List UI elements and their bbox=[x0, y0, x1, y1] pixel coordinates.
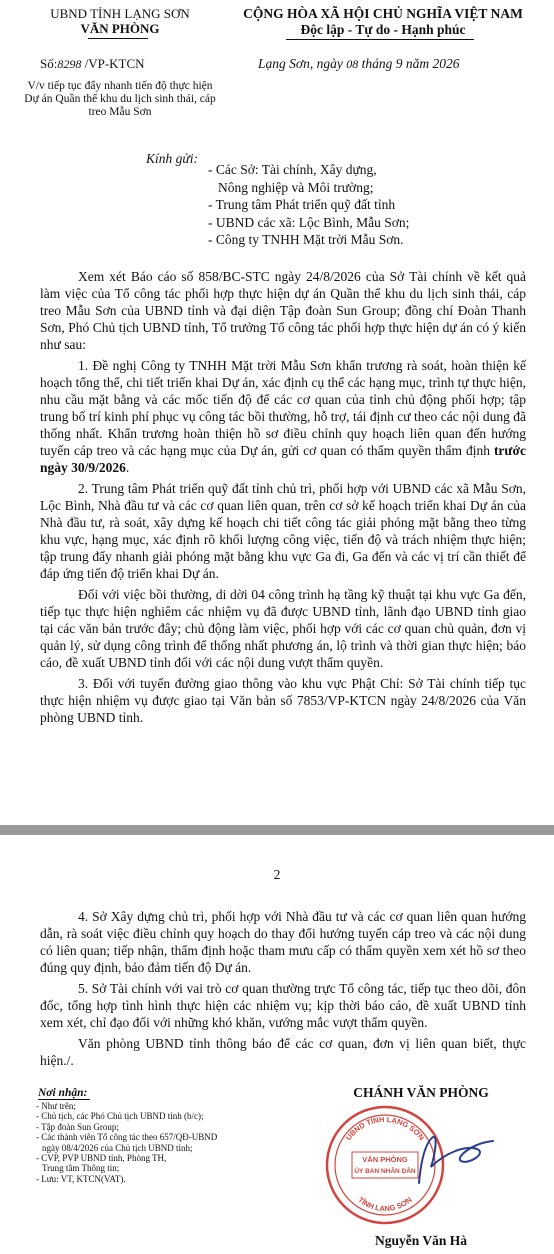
recipients-footer-list bbox=[36, 1101, 286, 1184]
item-1-paragraph: 1. Đề nghị Công ty TNHH Mặt trời Mẫu Sơn khẩn trương rà soát, hoàn thiện kế hoạch tổng thể, chi tiết triển khai Dự án, xác định cụ thể các hạng mục, trình tự thực hiện, nhu cầu mặt bằng và các mốc tiến độ để các cơ quan của tỉnh chủ động phối hợp; tập trung bố trí kinh phí phục vụ công tác bồi thường, hỗ trợ, tái định cư theo các nội dung đã thống nhất. Khẩn trương hoàn thiện hồ sơ điều chỉnh quy hoạch liên quan đến hướng tuyến cáp treo và các hạng mục của Dự án, gửi cơ quan có thẩm quyền thẩm định trước ngày 30/9/2026. bbox=[40, 358, 526, 475]
handwritten-signature bbox=[405, 1131, 505, 1191]
nation-name: CỘNG HÒA XÃ HỘI CHỦ NGHĨA VIỆT NAM bbox=[243, 6, 523, 21]
recipients-list bbox=[208, 161, 409, 249]
footer-recipient: - CVP, PVP UBND tỉnh, Phòng TH, bbox=[36, 1153, 167, 1164]
issuing-agency-header bbox=[20, 6, 220, 36]
footer-recipient: - Chủ tịch, các Phó Chủ tịch UBND tỉnh (b/c); bbox=[36, 1111, 204, 1122]
date-line: Lạng Sơn, ngày 08 tháng 9 năm 2026 bbox=[258, 56, 460, 71]
item-5-paragraph: 5. Sở Tài chính với vai trò cơ quan thường trực Tổ công tác, tiếp tục theo dõi, đôn đốc, tổng hợp tình hình thực hiện các nhiệm vụ; kịp thời báo cáo, đề xuất UBND tỉnh xem xét, chỉ đạo đối với những khó khăn, vướng mắc vượt thẩm quyền. bbox=[40, 981, 526, 1030]
department-name: VĂN PHÒNG bbox=[80, 21, 160, 36]
stamp-bottom-text: TỈNH LẠNG SƠN bbox=[356, 1195, 414, 1214]
signature-stroke bbox=[419, 1137, 493, 1183]
closing-paragraph: Văn phòng UBND tỉnh thông báo để các cơ quan, đơn vị liên quan biết, thực hiện./. bbox=[40, 1036, 526, 1068]
footer-recipient: ngày 08/4/2026 của Chủ tịch UBND tỉnh; bbox=[42, 1142, 193, 1153]
item-2-paragraph: 2. Trung tâm Phát triển quỹ đất tỉnh chủ trì, phối hợp với UBND các xã Mẫu Sơn, Lộc Bình, Nhà đầu tư và các cơ quan liên quan, trên cơ sở kế hoạch triển khai Dự án của Nhà đầu tư, rà soát, xây dựng kế hoạch chi tiết công tác giải phóng mặt bằng theo từng khu vực, hạng mục, xác định rõ khối lượng công việc, tiến độ và trách nhiệm thực hiện; tập trung đẩy nhanh giải phóng mặt bằng khu vực Ga đi, Ga đến và các vị trí cần thiết để đáp ứng tiến độ triển khai Dự án. bbox=[40, 481, 526, 581]
body-page-1 bbox=[40, 268, 526, 730]
page-separator bbox=[0, 825, 554, 835]
document-page-2 bbox=[0, 835, 554, 1254]
document-number: Số:8298 /VP-KTCN bbox=[40, 56, 145, 71]
footer-recipient: - Tập đoàn Sun Group; bbox=[36, 1121, 119, 1132]
handwritten-number: 8298 bbox=[57, 57, 82, 71]
signer-title: CHÁNH VĂN PHÒNG bbox=[353, 1085, 489, 1100]
stamp-line-2: ỦY BAN NHÂN DÂN bbox=[354, 1168, 416, 1175]
deadline: trước ngày 30/9/2026 bbox=[40, 443, 526, 475]
recipient-line: Nông nghiệp và Môi trường; bbox=[218, 179, 374, 195]
recipients-label: Kính gửi: bbox=[146, 151, 198, 166]
recipient-line: - UBND các xã: Lộc Bình, Mẫu Sơn; bbox=[208, 214, 410, 230]
footer-recipient: - Các thành viên Tổ công tác theo 657/QĐ-UBND bbox=[36, 1132, 218, 1143]
handwritten-day: 08 bbox=[346, 57, 359, 71]
recipients-footer-title: Nơi nhận: bbox=[38, 1087, 88, 1099]
footer-recipient: - Lưu: VT, KTCN(VAT). bbox=[36, 1173, 126, 1184]
national-header bbox=[222, 6, 544, 38]
recipient-line: - Trung tâm Phát triển quỹ đất tỉnh bbox=[208, 197, 396, 212]
stamp-top-text: UBND TỈNH LẠNG SƠN bbox=[343, 1114, 427, 1143]
recipient-line: - Công ty TNHH Mặt trời Mẫu Sơn. bbox=[208, 232, 404, 247]
footer-recipient: - Như trên; bbox=[36, 1101, 76, 1111]
item-3-paragraph: 3. Đối với tuyến đường giao thông vào khu vực Phật Chỉ: Sở Tài chính tiếp tục thực hiện nhiệm vụ được giao tại Văn bản số 7853/VP-KTCN ngày 24/8/2026 của Văn phòng UBND tỉnh. bbox=[40, 676, 526, 725]
footer-recipient: Trung tâm Thông tin; bbox=[42, 1163, 120, 1174]
document-subject: V/v tiếp tục đẩy nhanh tiến độ thực hiện Dự án Quần thể khu du lịch sinh thái, cáp treo Mẫu Sơn bbox=[24, 80, 216, 118]
page-number: 2 bbox=[273, 867, 281, 882]
national-motto: Độc lập - Tự do - Hạnh phúc bbox=[300, 22, 466, 37]
signer-name: Nguyễn Văn Hà bbox=[374, 1233, 468, 1248]
agency-underline bbox=[88, 38, 148, 39]
agency-name: UBND TỈNH LẠNG SƠN bbox=[50, 6, 190, 21]
motto-underline bbox=[286, 39, 474, 40]
stamp-line-1: VĂN PHÒNG bbox=[362, 1155, 408, 1164]
item-4-paragraph: 4. Sở Xây dựng chủ trì, phối hợp với Nhà đầu tư và các cơ quan liên quan hướng dẫn, rà soát việc điều chỉnh quy hoạch do thay đổi hướng tuyến cáp treo và các nội dung có liên quan; tiếp nhận, thẩm định hoặc tham mưu cấp có thẩm quyền xem xét hồ sơ theo đúng quy định, bảo đảm tiến độ Dự án. bbox=[40, 909, 526, 975]
recipient-line: - Các Sở: Tài chính, Xây dựng, bbox=[208, 162, 377, 177]
intro-paragraph: Xem xét Báo cáo số 858/BC-STC ngày 24/8/2026 của Sở Tài chính về kết quả làm việc của Tổ công tác phối hợp thực hiện dự án Quần thể khu du lịch sinh thái, cáp treo Mẫu Sơn của UBND tỉnh và đại diện Tập đoàn Sun Group; đồng chí Đoàn Thanh Sơn, Phó Chủ tịch UBND tỉnh, Tổ trưởng Tổ công tác phối hợp thực hiện dự án có ý kiến như sau: bbox=[40, 269, 526, 352]
body-page-2 bbox=[40, 908, 526, 1073]
recipients-footer-underline bbox=[38, 1099, 90, 1100]
item-2-sub-paragraph: Đối với việc bồi thường, di dời 04 công trình hạ tầng kỹ thuật tại khu vực Ga đến, tiếp tục thực hiện nghiêm các nhiệm vụ đã được UBND tỉnh, lãnh đạo UBND tỉnh giao tại các văn bản trước đây; chủ động làm việc, phối hợp với các cơ quan chủ quản, đơn vị quản lý, sử dụng công trình để thống nhất phương án, lộ trình và thời gian thực hiện; báo cáo, đề xuất UBND tỉnh đối với các nội dung vượt thẩm quyền. bbox=[40, 587, 526, 670]
